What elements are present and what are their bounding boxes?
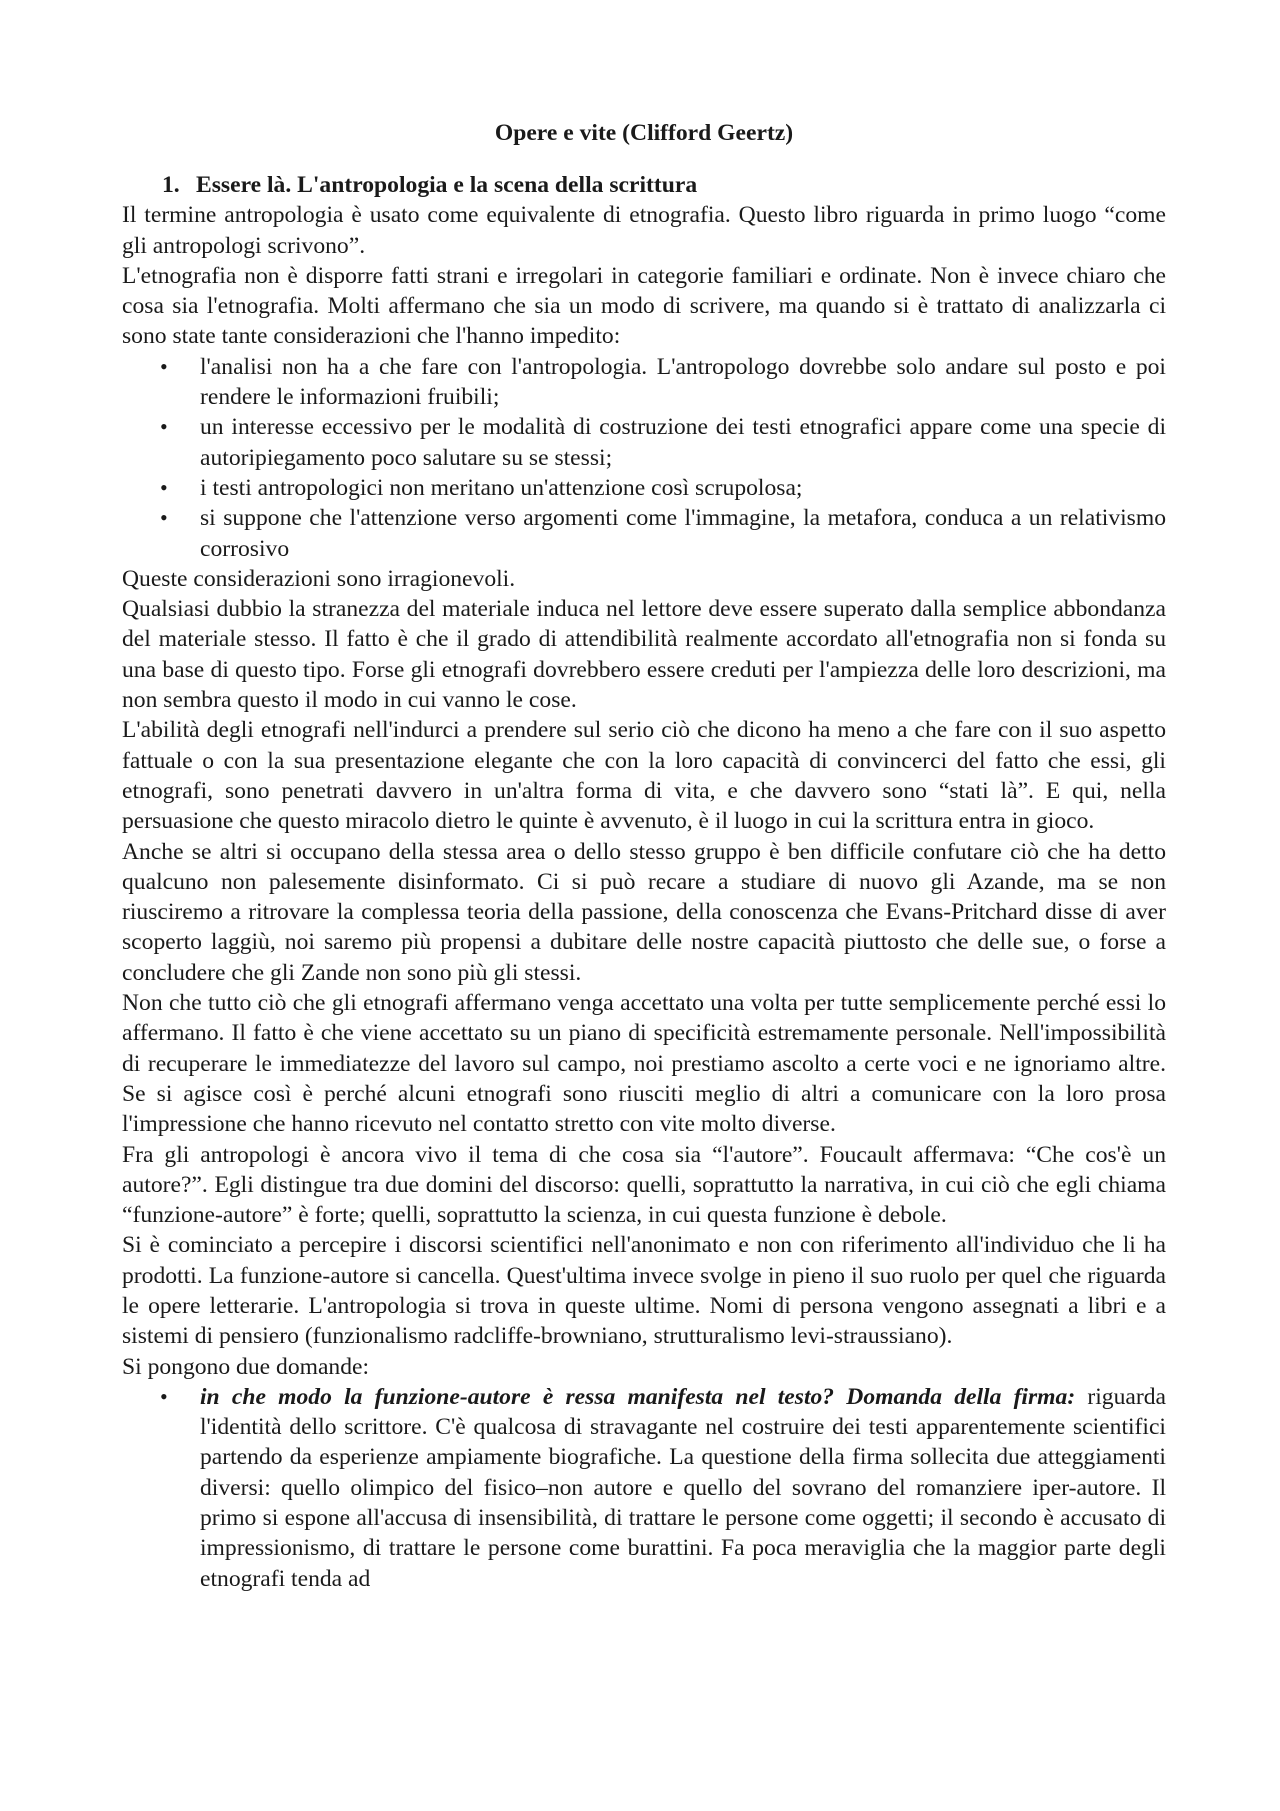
document-title: Opere e vite (Clifford Geertz): [494, 120, 794, 146]
body-paragraph: Fra gli antropologi è ancora vivo il tema di che cosa sia “l'autore”. Foucault affermava: “Che cos'è un autore?”. Egli distingue tra due domini del discorso: quelli, soprattutto la narrativa, in cui ciò che egli chiama “funzione-autore” è forte; quelli, soprattutto la scienza, in cui questa funzione è debole.: [122, 1141, 1166, 1229]
questions-list: [122, 1382, 1166, 1594]
body-paragraph: Anche se altri si occupano della stessa area o dello stesso gruppo è ben difficile confutare ciò che ha detto qualcuno non palesemente disinformato. Ci si può recare a studiare di nuovo gli Azande, ma se non riusciremo a ritrovare la complessa teoria della passione, della conoscenza che Evans-Pritchard disse di aver scoperto laggiù, noi saremo più propensi a dubitare delle nostre capacità piuttosto che delle sue, o forse a concludere che gli Zande non sono più gli stessi.: [122, 838, 1166, 986]
list-item: [122, 473, 1166, 503]
body-paragraph: Qualsiasi dubbio la stranezza del materiale induca nel lettore deve essere superato dalla semplice abbondanza del materiale stesso. Il fatto è che il grado di attendibilità realmente accordato all'etnografia non si fonda su una base di questo tipo. Forse gli etnografi dovrebbero essere creduti per l'ampiezza delle loro descrizioni, ma non sembra questo il modo in cui vanno le cose.: [122, 596, 1166, 714]
body-paragraph: L'abilità degli etnografi nell'indurci a prendere sul serio ciò che dicono ha meno a che fare con il suo aspetto fattuale o con la sua presentazione elegante che con la loro capacità di convincerci del fatto che essi, gli etnografi, sono penetrati davvero in un'altra forma di vita, e che davvero sono “stati là”. E qui, nella persuasione che questo miracolo dietro le quinte è avvenuto, è il luogo in cui la scrittura entra in gioco.: [122, 717, 1166, 835]
list-item-text: i testi antropologici non meritano un'attenzione così scrupolosa;: [200, 474, 803, 501]
bullet-icon: •: [160, 414, 168, 440]
section-heading: [122, 170, 1166, 200]
considerations-list: [122, 352, 1166, 564]
bullet-icon: •: [160, 474, 168, 500]
body-paragraph: Queste considerazioni sono irragionevoli.: [122, 565, 516, 592]
intro-paragraph: L'etnografia non è disporre fatti strani e irregolari in categorie familiari e ordinate. Non è invece chiaro che cosa sia l'etnografia. Molti affermano che sia un modo di scrivere, ma quando si è trattato di analizzarla ci sono state tante considerazioni che l'hanno impedito:: [122, 262, 1166, 350]
body-paragraph: Si pongono due domande:: [122, 1353, 370, 1380]
list-item-text: si suppone che l'attenzione verso argomenti come l'immagine, la metafora, conduca a un relativismo corrosivo: [200, 505, 1166, 562]
list-item: [122, 412, 1166, 473]
section-title: Essere là. L'antropologia e la scena della scrittura: [196, 172, 698, 198]
list-item: [122, 503, 1166, 564]
list-item-text: l'analisi non ha a che fare con l'antropologia. L'antropologo dovrebbe solo andare sul posto e poi rendere le informazioni fruibili;: [200, 353, 1166, 411]
bullet-icon: •: [160, 353, 168, 379]
list-item-lead: in che modo la funzione-autore è ressa manifesta nel testo? Domanda della firma:: [200, 1383, 1076, 1410]
intro-paragraph: Il termine antropologia è usato come equivalente di etnografia. Questo libro riguarda in primo luogo “come gli antropologi scrivono”.: [122, 202, 1166, 259]
list-item: [122, 1382, 1166, 1594]
section-number: 1.: [162, 172, 180, 198]
bullet-icon: •: [160, 1383, 168, 1409]
document-page: [122, 118, 1166, 1594]
body-paragraph: Non che tutto ciò che gli etnografi affermano venga accettato una volta per tutte semplicemente perché essi lo affermano. Il fatto è che viene accettato su un piano di specificità estremamente personale. Nell'impossibilità di recuperare le immediatezze del lavoro sul campo, noi prestiamo ascolto a certe voci e ne ignoriamo altre. Se si agisce così è perché alcuni etnografi sono riusciti meglio di altri a comunicare con la loro prosa l'impressione che hanno ricevuto nel contatto stretto con vite molto diverse.: [122, 990, 1166, 1138]
list-item: [122, 352, 1166, 413]
list-item-text: un interesse eccessivo per le modalità di costruzione dei testi etnografici appare come una specie di autoripiegamento poco salutare su se stessi;: [200, 414, 1166, 471]
list-item-text: riguarda l'identità dello scrittore. C'è qualcosa di stravagante nel costruire dei testi apparentemente scientifici partendo da esperienze ampiamente biografiche. La questione della firma sollecita due atteggiamenti diversi: quello olimpico del fisico–non autore e quello del sovrano del romanziere iper-autore. Il primo si espone all'accusa di insensibilità, di trattare le persone come oggetti; il secondo è accusato di impressionismo, di trattare le persone come burattini. Fa poca meraviglia che la maggior parte degli etnografi tenda ad: [200, 1383, 1166, 1592]
body-paragraph: Si è cominciato a percepire i discorsi scientifici nell'anonimato e non con riferimento all'individuo che li ha prodotti. La funzione-autore si cancella. Quest'ultima invece svolge in pieno il suo ruolo per quel che riguarda le opere letterarie. L'antropologia si trova in queste ultime. Nomi di persona vengono assegnati a libri e a sistemi di pensiero (funzionalismo radcliffe-browniano, strutturalismo levi-straussiano).: [122, 1232, 1166, 1350]
bullet-icon: •: [160, 505, 168, 531]
